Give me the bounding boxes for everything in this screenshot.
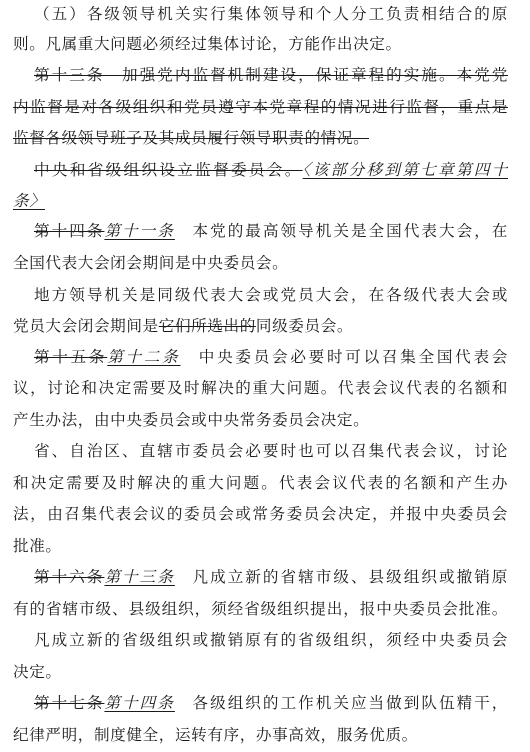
text-line <box>13 500 508 528</box>
deleted-text: 它们所选出的 <box>158 317 256 335</box>
text-segment: 同级委员会。 <box>255 317 354 335</box>
inserted-note: 第十二条 <box>107 348 181 366</box>
text-segment: 和决定需要及时解决的重大问题。代表会议代表的名额和产生办 <box>13 474 508 492</box>
text-segment: 党员大会闭会期间是 <box>13 317 159 335</box>
text-segment: 凡成立新的省辖市级、县级组织或撤销原 <box>174 568 508 586</box>
text-line <box>13 30 402 58</box>
deleted-text: 第十六条 <box>34 568 105 586</box>
text-line <box>34 343 508 371</box>
text-line <box>34 437 508 465</box>
text-line <box>34 156 508 184</box>
deleted-text: 中央和省级组织设立监督委员会。 <box>34 161 303 179</box>
text-segment: 纪律严明，制度健全，运转有序，办事高效，服务优质。 <box>13 726 418 744</box>
text-line <box>13 187 45 215</box>
text-segment: 凡成立新的省级组织或撤销原有的省级组织，须经中央委员会 <box>34 631 508 649</box>
text-segment: 议，讨论和决定需要及时解决的重大问题。代表会议代表的名额和 <box>13 379 508 397</box>
text-line <box>34 689 508 717</box>
text-line <box>13 249 288 277</box>
text-segment: 则。凡属重大问题必须经过集体讨论，方能作出决定。 <box>13 35 402 53</box>
text-line <box>34 281 508 309</box>
text-line <box>34 626 508 654</box>
deleted-text: 第十七条 <box>34 694 105 712</box>
deleted-text: 第十四条 <box>34 222 105 240</box>
deleted-text: 第十三条 加强党内监督机制建设，保证章程的实施。本党党 <box>34 66 508 84</box>
text-line <box>13 658 62 686</box>
inserted-note: 第十四条 <box>104 694 175 712</box>
text-segment: 中央委员会必要时可以召集全国代表会 <box>180 348 508 366</box>
text-line <box>34 61 508 89</box>
text-segment: 有的省辖市级、县级组织，须经省级组织提出，报中央委员会批准。 <box>13 600 508 618</box>
deleted-text: 监督各级领导班子及其成员履行领导职责的情况。 <box>13 129 370 147</box>
text-line <box>34 563 508 591</box>
text-segment: 各级组织的工作机关应当做到队伍精干， <box>174 694 508 712</box>
inserted-note: 条〉 <box>13 192 46 210</box>
text-line <box>13 721 418 749</box>
deleted-text: 第十五条 <box>34 348 108 366</box>
text-segment: （五）各级领导机关实行集体领导和个人分工负责相结合的原 <box>34 5 508 23</box>
text-line <box>13 595 508 623</box>
inserted-note: 第十一条 <box>104 222 175 240</box>
text-line <box>13 124 369 152</box>
text-segment: 省、自治区、直辖市委员会必要时也可以召集代表会议，讨论 <box>34 442 508 460</box>
inserted-note: 第十三条 <box>104 568 175 586</box>
text-line <box>34 0 508 28</box>
text-segment: 地方领导机关是同级代表大会或党员大会，在各级代表大会或 <box>34 286 508 304</box>
text-line <box>13 93 508 121</box>
text-line <box>13 312 353 340</box>
text-line <box>34 217 508 245</box>
text-line <box>13 532 62 560</box>
text-segment: 全国代表大会闭会期间是中央委员会。 <box>13 254 289 272</box>
text-line <box>13 406 369 434</box>
text-segment: 法，由召集代表会议的委员会或常务委员会决定，并报中央委员会 <box>13 505 508 523</box>
text-segment: 决定。 <box>13 663 62 681</box>
text-line <box>13 374 508 402</box>
deleted-text: 内监督是对各级组织和党员遵守本党章程的情况进行监督，重点是 <box>13 98 508 116</box>
inserted-note: 〈该部分移到第七章第四十 <box>302 161 508 179</box>
text-segment: 本党的最高领导机关是全国代表大会，在 <box>174 222 508 240</box>
text-line <box>13 469 508 497</box>
text-segment: 批准。 <box>13 537 62 555</box>
text-segment: 产生办法，由中央委员会或中央常务委员会决定。 <box>13 411 370 429</box>
